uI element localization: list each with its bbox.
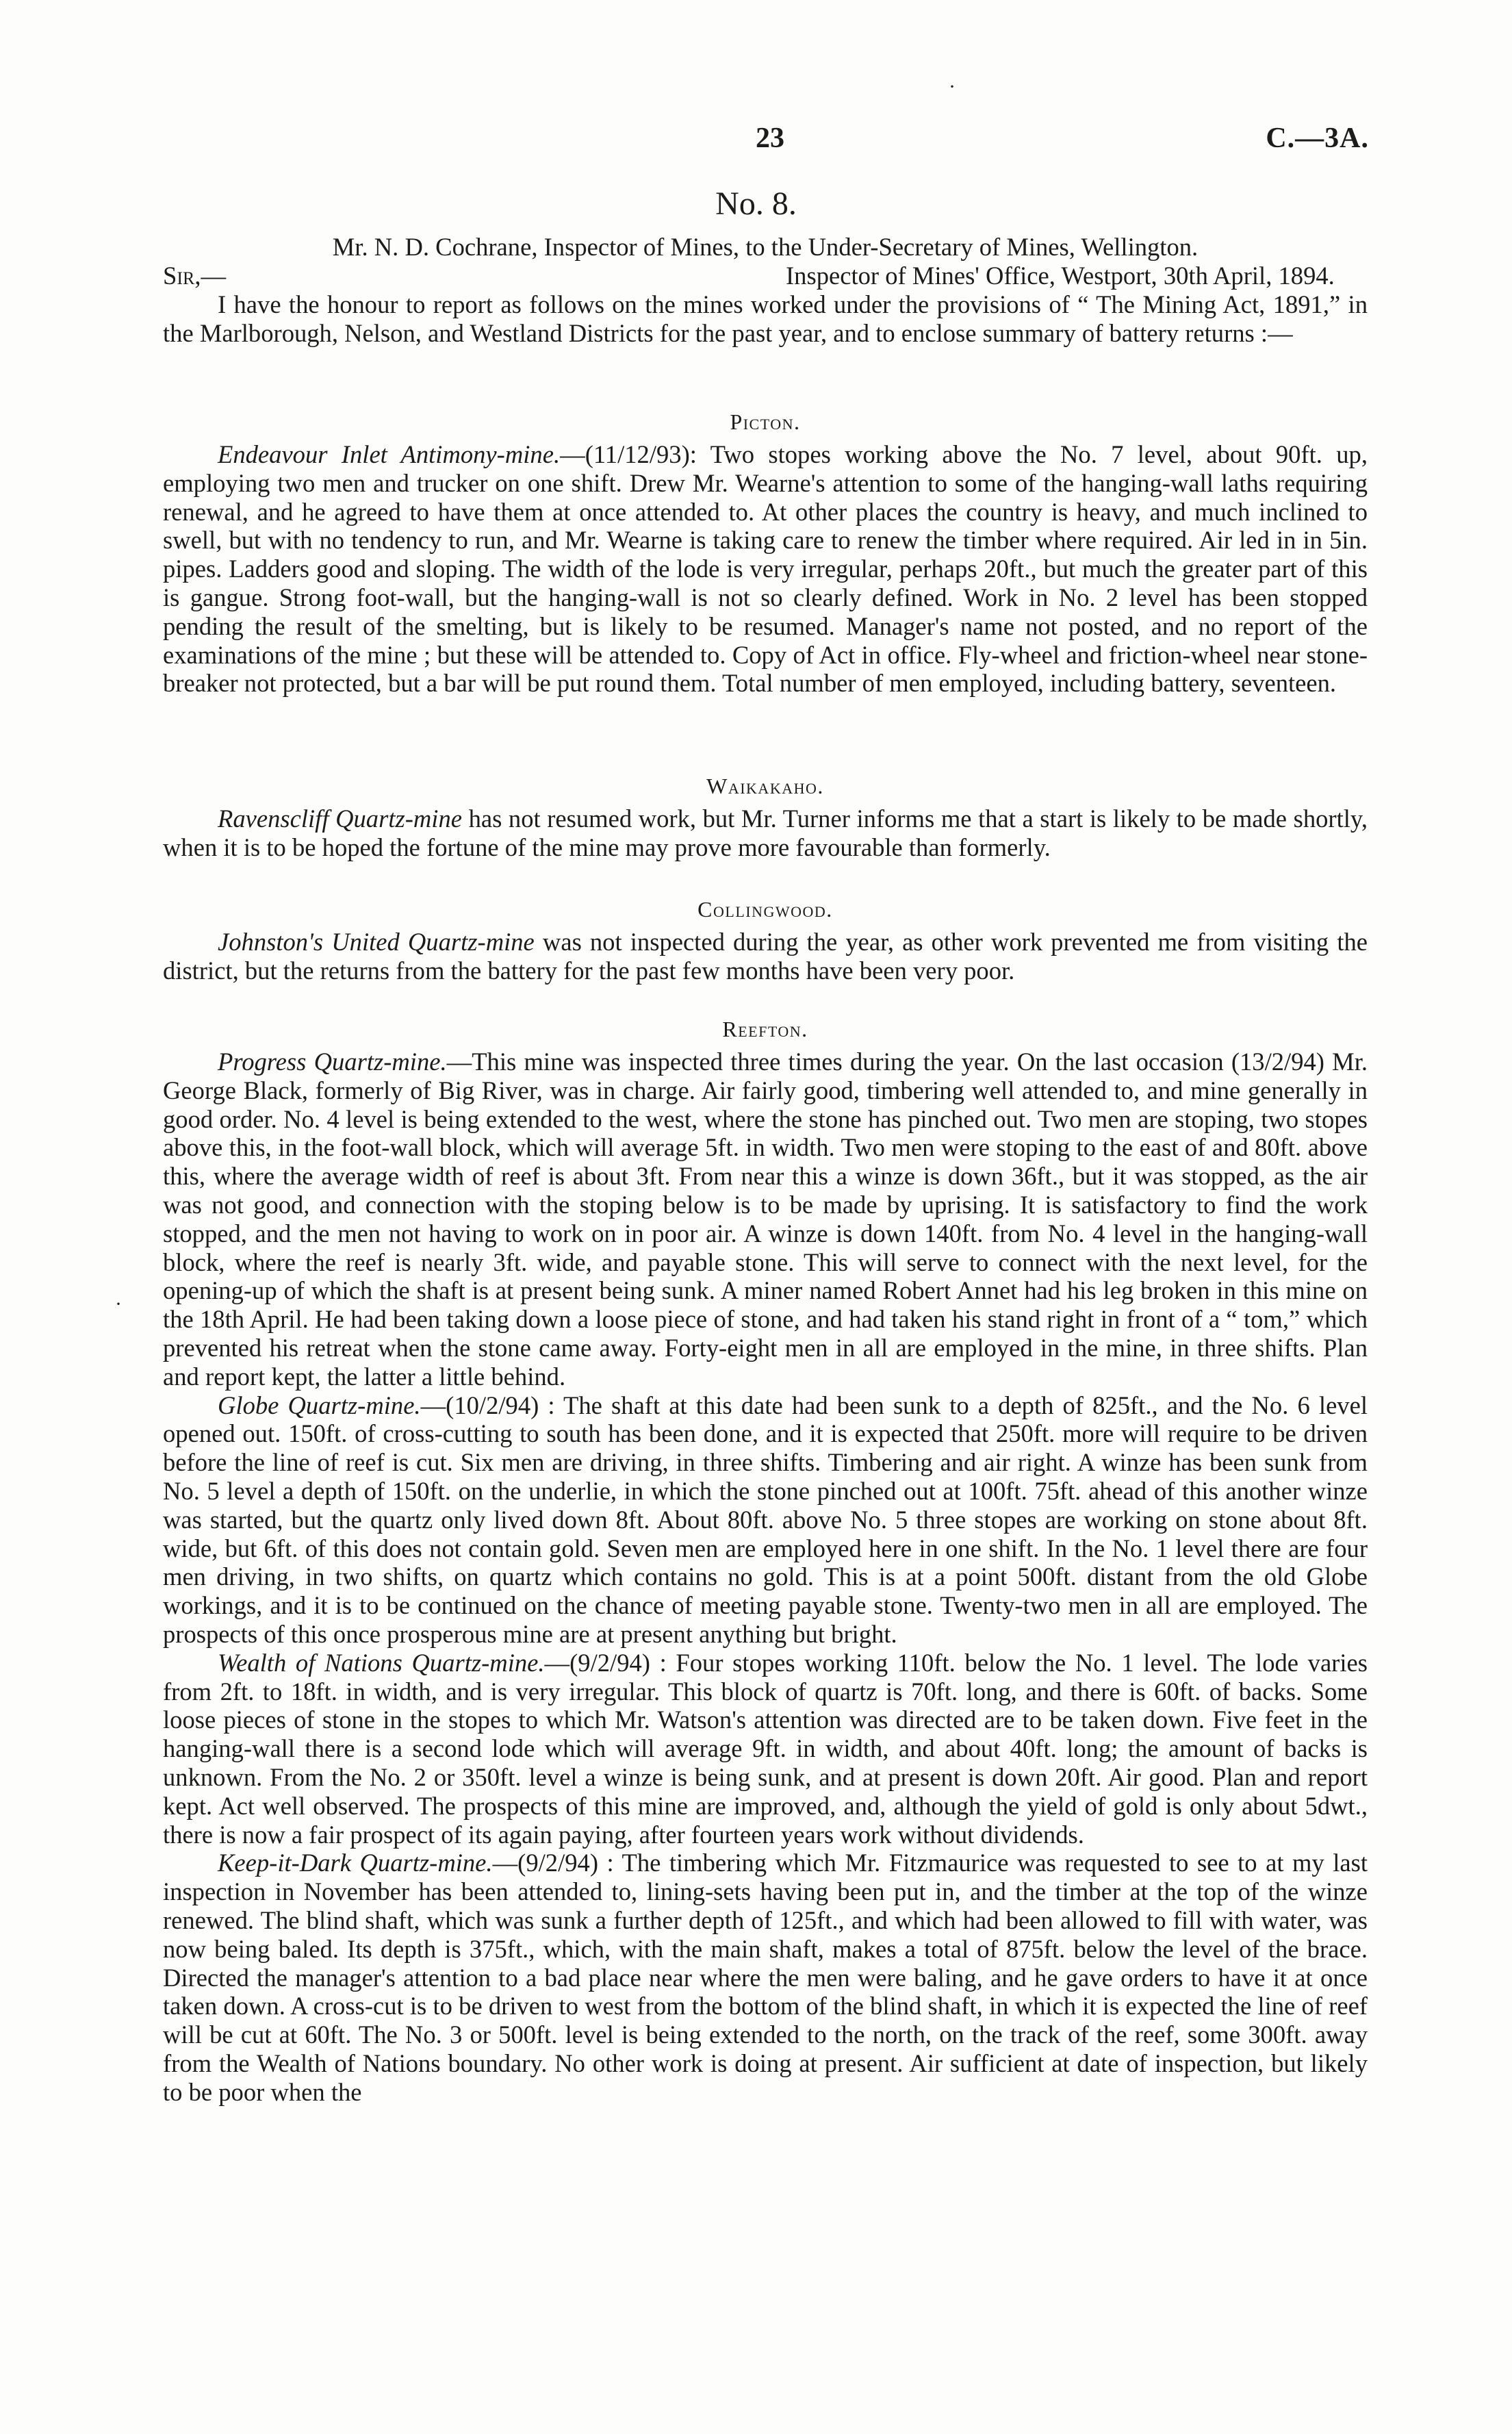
document-reference: C.—3A. xyxy=(1266,123,1369,154)
mine-name: Wealth of Nations Quartz-mine. xyxy=(218,1648,545,1677)
section-heading-waikakaho: Waikakaho. xyxy=(706,774,824,798)
paragraph-body: was not inspected during the year, as other work prevented me from visiting the district, but the returns from the battery for the past few months have been very poor. xyxy=(163,928,1368,985)
paragraph-endeavour-inlet xyxy=(163,440,1368,698)
section-reefton xyxy=(163,1017,1368,2106)
margin-mark: · xyxy=(115,1293,122,1315)
mine-name: Keep-it-Dark Quartz-mine. xyxy=(218,1849,493,1877)
paragraph-globe xyxy=(163,1391,1368,1649)
addressee-line: Mr. N. D. Cochrane, Inspector of Mines, to the Under-Secretary of Mines, Wellington. xyxy=(332,233,1199,261)
place-date: Inspector of Mines' Office, Westport, 30th April, 1894. xyxy=(786,261,1335,290)
paragraph-body: —(11/12/93): Two stopes working above the No. 7 level, about 90ft. up, employing two men and trucker on one shift. Drew Mr. Wearne's attention to some of the hanging-wall laths requiring renewal, and he agreed to have them at once attended to. At other places the country is heavy, and much inclined to swell, but with no tendency to run, and Mr. Wearne is taking care to renew the timber where required. Air led in in 5in. pipes. Ladders good and sloping. The width of the lode is very irregular, perhaps 20ft., but much the greater part of this is gangue. Strong foot-wall, but the hanging-wall is not so clearly defined. Work in No. 2 level has been stopped pending the result of the smelting, but is likely to be resumed. Manager's name not posted, and no report of the examinations of the mine ; but these will be attended to. Copy of Act in office. Fly-wheel and friction-wheel near stone-breaker not protected, but a bar will be put round them. Total number of men employed, including battery, seventeen. xyxy=(163,440,1368,698)
intro-paragraph: I have the honour to report as follows on the mines worked under the provisions of “ The Mining Act, 1891,” in the Marlborough, Nelson, and Westland Districts for the past year, and to enclose summary of battery returns :— xyxy=(163,290,1368,347)
section-heading-picton: Picton. xyxy=(730,409,801,434)
section-picton xyxy=(163,409,1368,698)
salutation: Sir,— xyxy=(163,261,227,290)
paragraph-body: —(9/2/94) : The timbering which Mr. Fitzmaurice was requested to see to at my last inspection in November has been attended to, lining-sets having been put in, and the timber at the top of the winze renewed. The blind shaft, which was sunk a further depth of 125ft., and which had been allowed to fill with water, was now being baled. Its depth is 375ft., which, with the main shaft, makes a total of 875ft. below the level of the brace. Directed the manager's attention to a bad place near where the men were baling, and he gave orders to have it at once taken down. A cross-cut is to be driven to west from the bottom of the blind shaft, in which it is expected the line of reef will be cut at 60ft. The No. 3 or 500ft. level is being extended to the north, on the track of the reef, some 300ft. away from the Wealth of Nations boundary. No other work is doing at present. Air sufficient at date of inspection, but likely to be poor when the xyxy=(163,1849,1368,2106)
letter-header xyxy=(163,233,1368,347)
mine-name: Ravenscliff Quartz-mine xyxy=(218,804,462,833)
paragraph-body: —(10/2/94) : The shaft at this date had been sunk to a depth of 825ft., and the No. 6 level opened out. 150ft. of cross-cutting to south has been done, and it is expected that 250ft. more will require to be driven before the line of reef is cut. Six men are driving, in three shifts. Timbering and air right. A winze has been sunk from No. 5 level a depth of 150ft. on the underlie, in which the stone pinched out at 100ft. 75ft. ahead of this another winze was started, but the quartz only lived down 8ft. About 80ft. above No. 5 three stopes are working on stone about 8ft. wide, but 6ft. of this does not contain gold. Seven men are employed here in one shift. In the No. 1 level there are four men driving, in two shifts, on quartz which contains no gold. This is at a point 500ft. distant from the old Globe workings, and it is to be continued on the chance of meeting payable stone. Twenty-two men in all are employed. The prospects of this once prosperous mine are at present anything but bright. xyxy=(163,1391,1368,1648)
section-waikakaho xyxy=(163,774,1368,862)
paragraph-ravenscliff xyxy=(163,804,1368,862)
paragraph-wealth-of-nations xyxy=(163,1649,1368,1849)
section-heading-collingwood: Collingwood. xyxy=(697,897,833,922)
paragraph-johnstons xyxy=(163,928,1368,985)
mine-name: Johnston's United Quartz-mine xyxy=(218,928,535,956)
mine-name: Globe Quartz-mine. xyxy=(218,1391,421,1419)
page-number: 23 xyxy=(756,123,784,154)
paragraph-body: —(9/2/94) : Four stopes working 110ft. below the No. 1 level. The lode varies from 2ft. to 18ft. in width, and is very irregular. This block of quartz is 70ft. long, and there is 60ft. of backs. Some loose pieces of stone in the stopes to which Mr. Watson's attention was directed are to be taken down. Five feet in the hanging-wall there is a second lode which will average 9ft. in width, and about 40ft. long; the amount of backs is unknown. From the No. 2 or 350ft. level a winze is being sunk, and at present is down 20ft. Air good. Plan and report kept. Act well observed. The prospects of this mine are improved, and, although the yield of gold is only about 5dwt., there is now a fair prospect of its again paying, after fourteen years work without dividends. xyxy=(163,1648,1368,1849)
section-collingwood xyxy=(163,897,1368,985)
paragraph-progress xyxy=(163,1048,1368,1391)
paragraph-body: —This mine was inspected three times during the year. On the last occasion (13/2/94) Mr. George Black, formerly of Big River, was in charge. Air fairly good, timbering well attended to, and mine generally in good order. No. 4 level is being extended to the west, where the stone has pinched out. Two men are stoping, two stopes above this, in the foot-wall block, which will average 5ft. in width. Two men were stoping to the east of and 80ft. above this, where the average width of reef is about 3ft. From near this a winze is down 36ft., but it was stopped, as the air was not good, and connection with the stoping below is to be made by uprising. It is satisfactory to find the work stopped, and the men not having to work on in poor air. A winze is down 140ft. from No. 4 level in the hanging-wall block, where the reef is nearly 3ft. wide, and payable stone. This will serve to connect with the next level, for the opening-up of which the shaft is at present being sunk. A miner named Robert Annet had his leg broken in this mine on the 18th April. He had been taking down a loose piece of stone, and had taken his stand right in front of a “ tom,” which prevented his retreat when the stone came away. Forty-eight men in all are employed in the mine, in three shifts. Plan and report kept, the latter a little behind. xyxy=(163,1048,1368,1391)
paragraph-keep-it-dark xyxy=(163,1849,1368,2106)
document-title: No. 8. xyxy=(715,186,797,222)
page-mark: · xyxy=(949,75,956,98)
section-heading-reefton: Reefton. xyxy=(722,1017,808,1041)
mine-name: Endeavour Inlet Antimony-mine. xyxy=(218,440,561,468)
mine-name: Progress Quartz-mine. xyxy=(218,1048,447,1076)
salutation-row xyxy=(163,262,1368,290)
paragraph-body: has not resumed work, but Mr. Turner informs me that a start is likely to be made shortly, when it is to be hoped the fortune of the mine may prove more favourable than formerly. xyxy=(163,804,1368,861)
